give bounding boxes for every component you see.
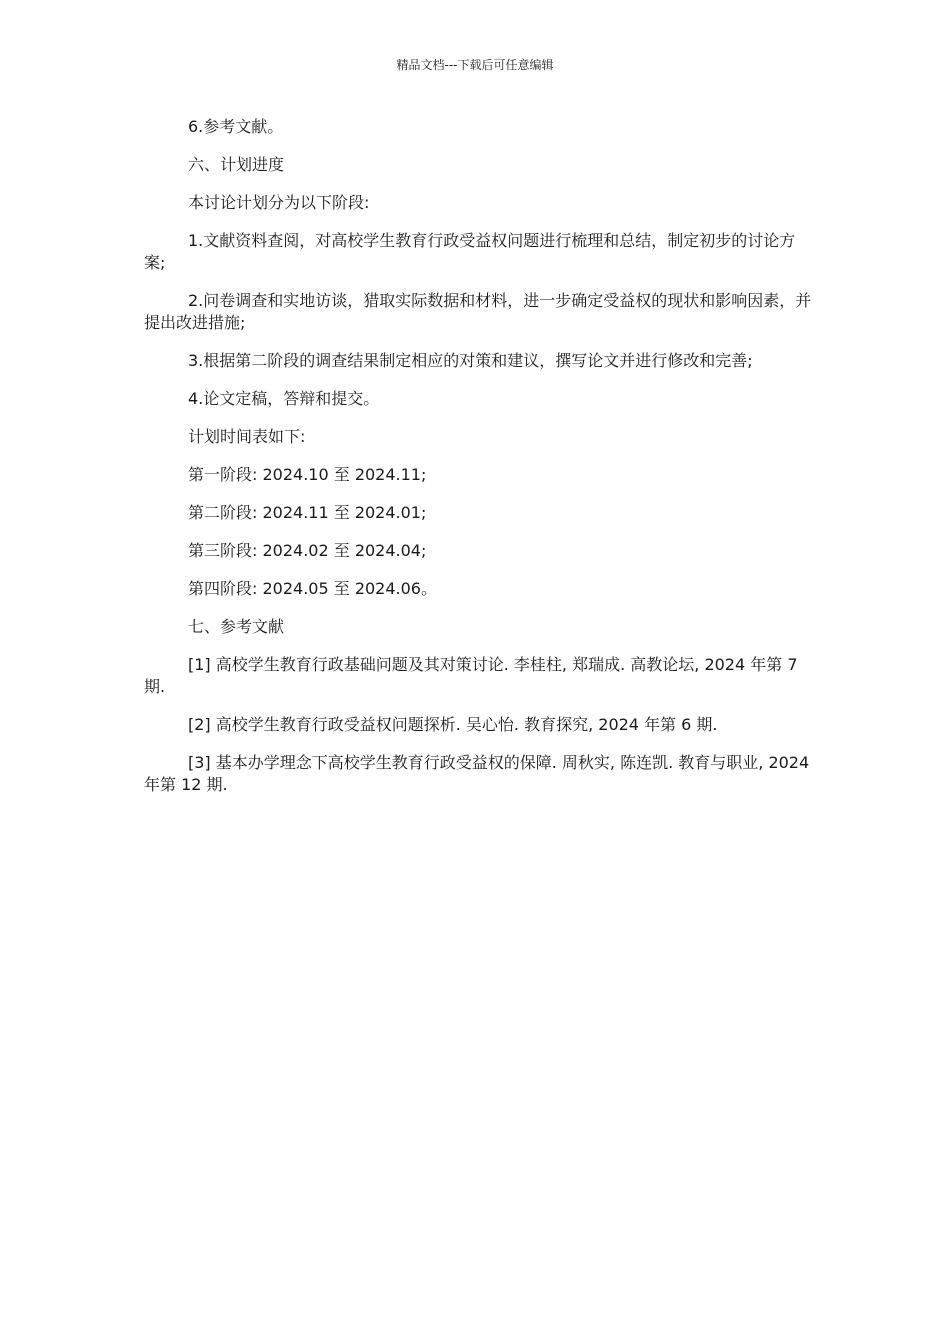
paragraph-timeline-intro: 计划时间表如下: <box>188 427 306 446</box>
section-heading-references: 七、参考文献 <box>188 617 285 636</box>
timeline-phase-1: 第一阶段: 2024.10 至 2024.11; <box>188 465 427 484</box>
paragraph-stages-intro: 本讨论计划分为以下阶段: <box>188 193 370 212</box>
paragraph-item-6-references: 6.参考文献。 <box>188 117 284 136</box>
paragraph-stage-1: 1.文献资料查阅，对高校学生教育行政受益权问题进行梳理和总结，制定初步的讨论方案; <box>144 231 796 272</box>
reference-item-2: [2] 高校学生教育行政受益权问题探析. 吴心怡. 教育探究, 2024 年第 6 期. <box>188 715 718 734</box>
paragraph-stage-2: 2.问卷调查和实地访谈，猎取实际数据和材料，进一步确定受益权的现状和影响因素，并提出改进措施; <box>144 291 812 332</box>
reference-item-1: [1] 高校学生教育行政基础问题及其对策讨论. 李桂柱, 郑瑞成. 高教论坛, 2024 年第 7 期. <box>144 655 798 696</box>
timeline-phase-4: 第四阶段: 2024.05 至 2024.06。 <box>188 579 437 598</box>
section-heading-schedule: 六、计划进度 <box>188 155 285 174</box>
paragraph-stage-3: 3.根据第二阶段的调查结果制定相应的对策和建议，撰写论文并进行修改和完善; <box>188 351 753 370</box>
document-body <box>144 116 812 812</box>
reference-item-3: [3] 基本办学理念下高校学生教育行政受益权的保障. 周秋实, 陈连凯. 教育与职业, 2024 年第 12 期. <box>144 753 810 794</box>
page-header: 精品文档---下载后可任意编辑 <box>396 58 554 72</box>
timeline-phase-3: 第三阶段: 2024.02 至 2024.04; <box>188 541 427 560</box>
paragraph-stage-4: 4.论文定稿，答辩和提交。 <box>188 389 380 408</box>
timeline-phase-2: 第二阶段: 2024.11 至 2024.01; <box>188 503 427 522</box>
